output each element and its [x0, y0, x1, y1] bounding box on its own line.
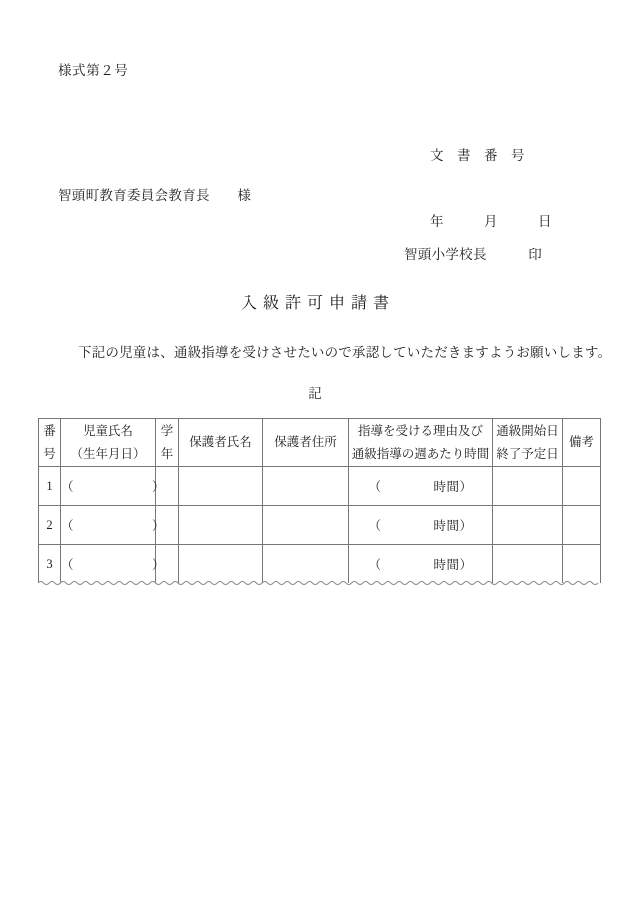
- document-date-label: 年 月 日: [430, 214, 552, 229]
- table-row: [39, 545, 601, 584]
- column-header-number-char1: 番: [43, 423, 56, 438]
- cell-dates[interactable]: [493, 467, 563, 506]
- cell-reason[interactable]: （ 時間）: [349, 506, 493, 545]
- body-paragraph: 下記の児童は、通級指導を受けさせたいので承認していただきますようお願いします。: [78, 345, 612, 360]
- column-header-guardian-address: 保護者住所: [263, 419, 349, 467]
- cell-child-name[interactable]: （ ）: [61, 545, 156, 584]
- column-header-reason: [349, 419, 493, 467]
- column-header-number: [39, 419, 61, 467]
- page-title: 入級許可申請書: [240, 295, 395, 312]
- cell-row-number: 1: [39, 467, 61, 506]
- cell-child-name[interactable]: （ ）: [61, 506, 156, 545]
- column-header-note: 備考: [563, 419, 601, 467]
- column-header-grade-char2: 年: [160, 446, 174, 461]
- cell-reason[interactable]: （ 時間）: [349, 467, 493, 506]
- column-header-number-char2: 号: [43, 446, 56, 461]
- document-number-label: 文 書 番 号: [430, 148, 525, 163]
- student-table: [38, 418, 601, 583]
- sender-line: 智頭小学校長 印: [404, 247, 542, 262]
- column-header-guardian-name: 保護者氏名: [179, 419, 263, 467]
- cell-dates[interactable]: [493, 506, 563, 545]
- column-header-reason-line1: 指導を受ける理由及び: [357, 423, 483, 438]
- table-header-row: [39, 419, 601, 467]
- column-header-dates: [493, 419, 563, 467]
- cell-guardian-name[interactable]: [179, 506, 263, 545]
- cell-guardian-name[interactable]: [179, 545, 263, 584]
- cell-dates[interactable]: [493, 545, 563, 584]
- cell-guardian-address[interactable]: [263, 467, 349, 506]
- table-body: [39, 467, 601, 584]
- form-number-label: 様式第２号: [58, 63, 129, 78]
- column-header-grade: [156, 419, 179, 467]
- cell-guardian-address[interactable]: [263, 545, 349, 584]
- column-header-grade-char1: 学: [160, 423, 174, 438]
- ki-marker: 記: [308, 386, 322, 401]
- cell-row-number: 2: [39, 506, 61, 545]
- table-row: [39, 506, 601, 545]
- column-header-dates-line2: 終了予定日: [496, 446, 559, 461]
- cell-guardian-name[interactable]: [179, 467, 263, 506]
- cell-child-name[interactable]: （ ）: [61, 467, 156, 506]
- student-table-wrapper: [38, 418, 600, 583]
- column-header-child-name-line1: 児童氏名: [82, 423, 133, 438]
- cell-note[interactable]: [563, 467, 601, 506]
- column-header-reason-line2: 通級指導の週あたり時間: [351, 446, 490, 461]
- column-header-child-name-line2: （生年月日）: [70, 446, 146, 461]
- cell-note[interactable]: [563, 545, 601, 584]
- cell-reason[interactable]: （ 時間）: [349, 545, 493, 584]
- column-header-dates-line1: 通級開始日: [496, 423, 559, 438]
- cell-guardian-address[interactable]: [263, 506, 349, 545]
- column-header-child-name: [61, 419, 156, 467]
- cell-note[interactable]: [563, 506, 601, 545]
- table-row: [39, 467, 601, 506]
- addressee-line: 智頭町教育委員会教育長 様: [58, 188, 252, 203]
- cell-row-number: 3: [39, 545, 61, 584]
